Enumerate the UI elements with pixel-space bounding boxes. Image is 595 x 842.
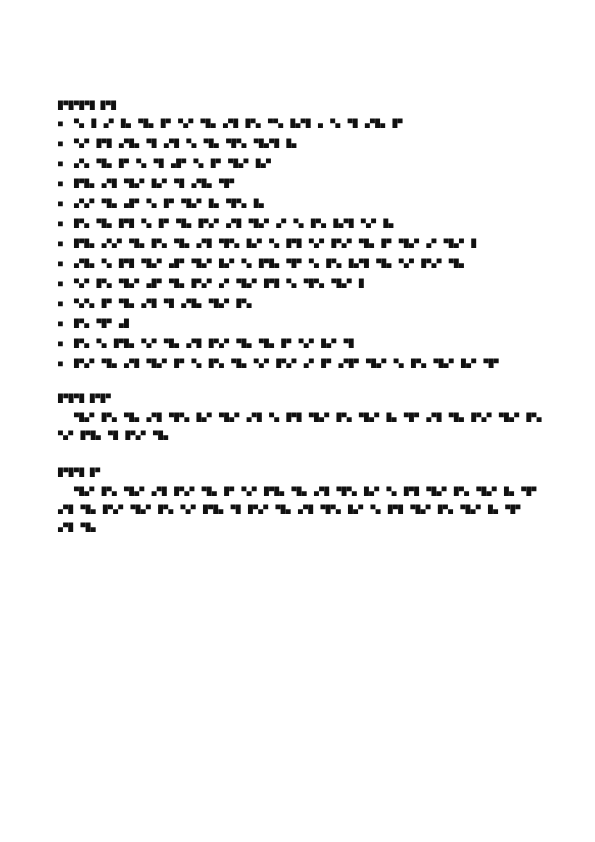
bullet-icon: ■ (58, 119, 64, 128)
bullet-icon: ■ (58, 239, 64, 248)
bullet-icon: ■ (58, 279, 64, 288)
bullet-icon: ■ (58, 319, 64, 328)
list-item (58, 156, 543, 171)
list-item-text: █▀▄ ▀█▀ ▄█ (74, 319, 130, 328)
bullet-icon: ■ (58, 199, 64, 208)
list-item (58, 236, 543, 251)
list-item-text: ▀▄ █ ▄▀ █▄ ▀█▄ █▀ ▀▄▀ ▀█▄ ▄▀█ █▀▄ ▀▀▄ █▄▀█ ▄ ▀▄ ▀█ ▄▀█▄ █▀ (74, 119, 403, 128)
bullet-icon: ■ (58, 139, 64, 148)
list-item-text: █▀▄▀ ▀█▄ ▄▀█ ▀█▄▀ █▀ ▀▄ █▀▄ ▀█▄ ▀▄▀ █▀▄▀ ▄▀ █▀ ▄▀█▀ ▀█▄▀ ▀▄ █▀▄ ▀█▄▀ █▄▀ ▀█▀ (74, 359, 499, 368)
rule-list (58, 116, 543, 371)
list-item-text: ▄▀▄ ▀█▄ █▀ ▀▄ ▀█ ▄█▀ ▀▄ █▀ ▀█▄▀ █▄▀ (74, 159, 272, 168)
section-two (58, 393, 543, 445)
list-item (58, 176, 543, 191)
list-item (58, 116, 543, 131)
list-item-text: ▄▀▄▀ ▀█▄ ▄█▀ ▀▄ █▀ ▀█▄▀ █▄ ▀█▀▄ █▄ (74, 199, 264, 208)
list-item (58, 256, 543, 271)
list-item (58, 316, 543, 331)
list-item-text: ▄▀█▄ ▀▄ █▀█ ▀█▄▀ ▄█▀ ▀█▄▀ █▄▀ ▀▄ █▀█▄ ▀█▀ ▀▄ █▀▄ █▄▀█ ▀█▄ ▀▄▀ █▀▄▀ ▀█▄ (74, 259, 465, 268)
list-item-text: ▀▄▀▄ █▀ ▀█▄ ▄▀█ ▀█ ▄▀█▄ ▀█▄▀ █▀▄ (74, 299, 252, 308)
section-title: █▀█▀█▀█ █▀█ (58, 101, 117, 110)
list-item (58, 336, 543, 351)
bullet-icon: ■ (58, 159, 64, 168)
list-item (58, 196, 543, 211)
section-title: █▀█▀█ █▀█▀ (58, 394, 112, 403)
list-item-text: ▀▄▀ █▀█ ▄▀█▄ ▀█ ▄▀█ ▀▄ ▀█▄ ▀█▀▄ ▀█▄▀█ █▄ (74, 139, 297, 148)
list-item (58, 276, 543, 291)
list-item-text: █▀▄ ▀▄ █▀█▄ ▀▄▀ ▀█▄ ▄▀█ █▀▄▀ ▀█▄ ▀█▄ █▀ ▀▄▀ █▄▀ ▀█ (74, 339, 354, 348)
bullet-icon: ■ (58, 179, 64, 188)
paragraph: ▀█▄▀ █▀▄ ▀█▄▀ ▄▀█ █▀▄▀ ▀█▄ █▀ ▀▄▀ █▀█▄ ▀█▄ ▄▀█ ▀█▀▄ █▄▀ ▀▄ █▀█ ▀█▄▀ █▀▄ ▀█▄▀ █▄ ▀█▀ ▄▀█ ▀█▄ █▀▄▀ ▀█▄▀ █▀▄ ▀▄▀ █▀█▄ ▀█ █▀▄▀ ▀█▄ ▄▀█ ▀█▀▄ █▄▀ ▀▄ █▀█ ▀█▄▀ █▀▄ ▀█▄▀ █▄ ▀█▀ ▄▀█ ▀█▄ (58, 487, 537, 532)
list-item (58, 216, 543, 231)
bullet-icon: ■ (58, 219, 64, 228)
section-rules (58, 100, 543, 371)
bullet-icon: ■ (58, 299, 64, 308)
bullet-icon: ■ (58, 359, 64, 368)
list-item (58, 296, 543, 311)
paragraph: ▀█▄▀ █▀▄ ▀█▄ ▄▀█ ▀█▀▄ █▄▀ ▀█▄▀ ▄▀█ ▀▄ █▀█ ▀█▄▀ █▀▄ ▀█▄▀ █▄ ▀█▀ ▄▀█ ▀█▄ █▀▄▀ ▀█▄▀ █▀▄ ▀▄▀ █▀█▄ ▀█ █▀▄▀ ▀█▄ (58, 413, 542, 440)
section-title: █▀█▀█ █▀ (58, 468, 101, 477)
bullet-icon: ■ (58, 259, 64, 268)
list-item-text: █▀█▄ ▄▀█ ▀█▄▀ █▄▀ ▀█ ▄▀█▄ ▀█▀ (74, 179, 235, 188)
list-item-text: █▀█▄ ▄▀▄▀ ▀█▄ █▀▄ ▀█▄ ▄▀█ ▀█▀▄ █▄▀ ▀▄ █▀█ ▀▄▀ █▀▄▀ ▀█▄ █▀ ▀█▄▀ ▄▀ ▀█▄▀ █ (74, 239, 477, 248)
list-item (58, 356, 543, 371)
list-item-text: █▀▄ ▀█▄ █▀█ ▀▄ █▀ ▀█▄ █▀▄▀ ▄▀█ ▀█▄▀ ▄▀ ▀▄ █▀▄ █▄▀█ ▀▄▀ █▄ (74, 219, 394, 228)
list-item (58, 136, 543, 151)
bullet-icon: ■ (58, 339, 64, 348)
list-item-text: ▀▄▀ █▀▄ ▀█▄▀ ▄█▀ ▀█▄ █▀▄▀ ▄▀ ▀█▄▀ █▀█ ▀▄ ▀█▀▄ ▀█▄▀ █ (74, 279, 365, 288)
section-three (58, 467, 543, 537)
